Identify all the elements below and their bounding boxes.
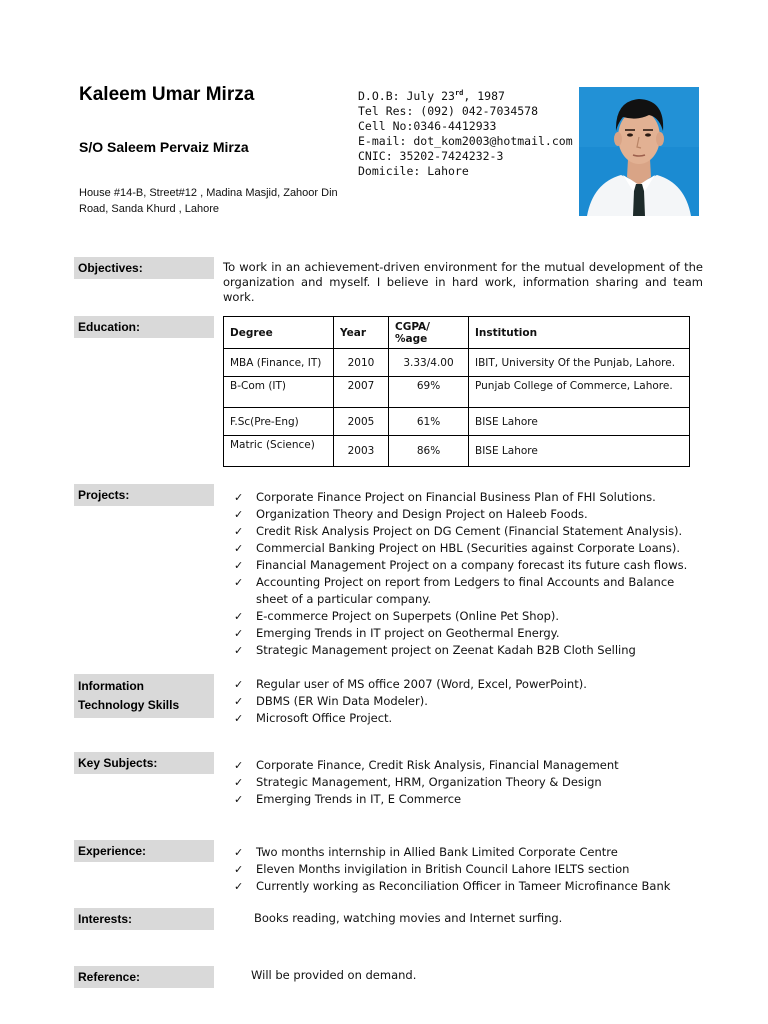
profile-photo	[579, 87, 699, 216]
year-cell: 2010	[334, 349, 389, 377]
list-item-continuation: sheet of a particular company.	[256, 592, 432, 606]
interests-label: Interests:	[74, 908, 214, 930]
list-item: ✓ Emerging Trends in IT, E Commerce	[234, 792, 462, 806]
projects-list	[234, 489, 687, 659]
cgpa-cell: 86%	[389, 436, 469, 467]
checkmark-icon: ✓	[234, 576, 244, 589]
list-item: ✓ Eleven Months invigilation in British Council Lahore IELTS section	[234, 862, 630, 876]
objectives-text: To work in an achievement-driven environment for the mutual development of the organization and myself. I believe in hard work, information sharing and team work.	[223, 260, 703, 304]
checkmark-icon: ✓	[234, 525, 244, 538]
portrait-graphic	[579, 87, 699, 216]
projects-label: Projects:	[74, 484, 214, 506]
interests-text: Books reading, watching movies and Internet surfing.	[254, 911, 563, 925]
checkmark-icon: ✓	[234, 846, 244, 859]
reference-text: Will be provided on demand.	[251, 968, 417, 982]
list-item: ✓ Credit Risk Analysis Project on DG Cement (Financial Statement Analysis).	[234, 524, 683, 538]
domicile: Domicile: Lahore	[358, 164, 469, 178]
checkmark-icon: ✓	[234, 776, 244, 789]
table-row	[224, 377, 690, 408]
education-header-row	[224, 317, 690, 349]
objectives-label: Objectives:	[74, 257, 214, 279]
checkmark-icon: ✓	[234, 508, 244, 521]
checkmark-icon: ✓	[234, 542, 244, 555]
experience-label: Experience:	[74, 840, 214, 862]
institution-cell: Punjab College of Commerce, Lahore.	[469, 377, 690, 408]
header-institution: Institution	[469, 317, 690, 349]
checkmark-icon: ✓	[234, 712, 244, 725]
checkmark-icon: ✓	[234, 863, 244, 876]
list-item: ✓ Corporate Finance Project on Financial Business Plan of FHI Solutions.	[234, 490, 656, 504]
degree-cell: F.Sc(Pre-Eng)	[224, 408, 334, 436]
list-item: ✓ Two months internship in Allied Bank Limited Corporate Centre	[234, 845, 618, 859]
list-item: ✓ Financial Management Project on a company forecast its future cash flows.	[234, 558, 688, 572]
date-of-birth: D.O.B: July 23rd, 1987	[358, 89, 505, 103]
cnic: CNIC: 35202-7424232-3	[358, 149, 504, 163]
checkmark-icon: ✓	[234, 491, 244, 504]
cgpa-cell: 69%	[389, 377, 469, 408]
table-row	[224, 436, 690, 467]
candidate-name: Kaleem Umar Mirza	[79, 84, 255, 105]
education-label: Education:	[74, 316, 214, 338]
cell-number: Cell No:0346-4412933	[358, 119, 497, 133]
degree-cell: MBA (Finance, IT)	[224, 349, 334, 377]
header-year: Year	[334, 317, 389, 349]
checkmark-icon: ✓	[234, 793, 244, 806]
year-cell: 2003	[334, 436, 389, 467]
list-item: ✓ E-commerce Project on Superpets (Online Pet Shop).	[234, 609, 560, 623]
checkmark-icon: ✓	[234, 880, 244, 893]
reference-label: Reference:	[74, 966, 214, 988]
list-item: ✓ DBMS (ER Win Data Modeler).	[234, 694, 428, 708]
email: E-mail: dot_kom2003@hotmail.com	[358, 134, 573, 148]
key-subjects-list	[234, 757, 619, 808]
list-item: ✓ Commercial Banking Project on HBL (Securities against Corporate Loans).	[234, 541, 681, 555]
table-row	[224, 408, 690, 436]
list-item: ✓ Regular user of MS office 2007 (Word, Excel, PowerPoint).	[234, 677, 587, 691]
list-item: ✓ Microsoft Office Project.	[234, 711, 393, 725]
list-item: ✓ Corporate Finance, Credit Risk Analysis, Financial Management	[234, 758, 619, 772]
experience-list	[234, 844, 670, 895]
list-item: ✓ Strategic Management, HRM, Organization Theory & Design	[234, 775, 602, 789]
it-skills-label: Information Technology Skills	[74, 674, 214, 718]
telephone: Tel Res: (092) 042-7034578	[358, 104, 539, 118]
degree-cell: B-Com (IT)	[224, 377, 334, 408]
checkmark-icon: ✓	[234, 678, 244, 691]
checkmark-icon: ✓	[234, 644, 244, 657]
list-item: ✓ Strategic Management project on Zeenat Kadah B2B Cloth Selling	[234, 643, 636, 657]
table-row	[224, 349, 690, 377]
checkmark-icon: ✓	[234, 627, 244, 640]
it-skills-list	[234, 676, 587, 727]
list-item: ✓ Accounting Project on report from Ledgers to final Accounts and Balance	[234, 575, 675, 589]
home-address: House #14-B, Street#12 , Madina Masjid, Zahoor Din Road, Sanda Khurd , Lahore	[79, 187, 338, 215]
list-item: ✓ Emerging Trends in IT project on Geothermal Energy.	[234, 626, 560, 640]
contact-details	[358, 89, 573, 179]
education-table	[223, 316, 690, 467]
institution-cell: BISE Lahore	[469, 436, 690, 467]
institution-cell: BISE Lahore	[469, 408, 690, 436]
checkmark-icon: ✓	[234, 759, 244, 772]
list-item: ✓ Organization Theory and Design Project on Haleeb Foods.	[234, 507, 588, 521]
cgpa-cell: 3.33/4.00	[389, 349, 469, 377]
checkmark-icon: ✓	[234, 610, 244, 623]
checkmark-icon: ✓	[234, 559, 244, 572]
cgpa-cell: 61%	[389, 408, 469, 436]
institution-cell: IBIT, University Of the Punjab, Lahore.	[469, 349, 690, 377]
father-name: S/O Saleem Pervaiz Mirza	[79, 139, 249, 155]
list-item: ✓ Currently working as Reconciliation Officer in Tameer Microfinance Bank	[234, 879, 671, 893]
header-cgpa: CGPA/ %age	[389, 317, 469, 349]
checkmark-icon: ✓	[234, 695, 244, 708]
degree-cell: Matric (Science)	[224, 436, 334, 467]
key-subjects-label: Key Subjects:	[74, 752, 214, 774]
header-degree: Degree	[224, 317, 334, 349]
year-cell: 2007	[334, 377, 389, 408]
year-cell: 2005	[334, 408, 389, 436]
